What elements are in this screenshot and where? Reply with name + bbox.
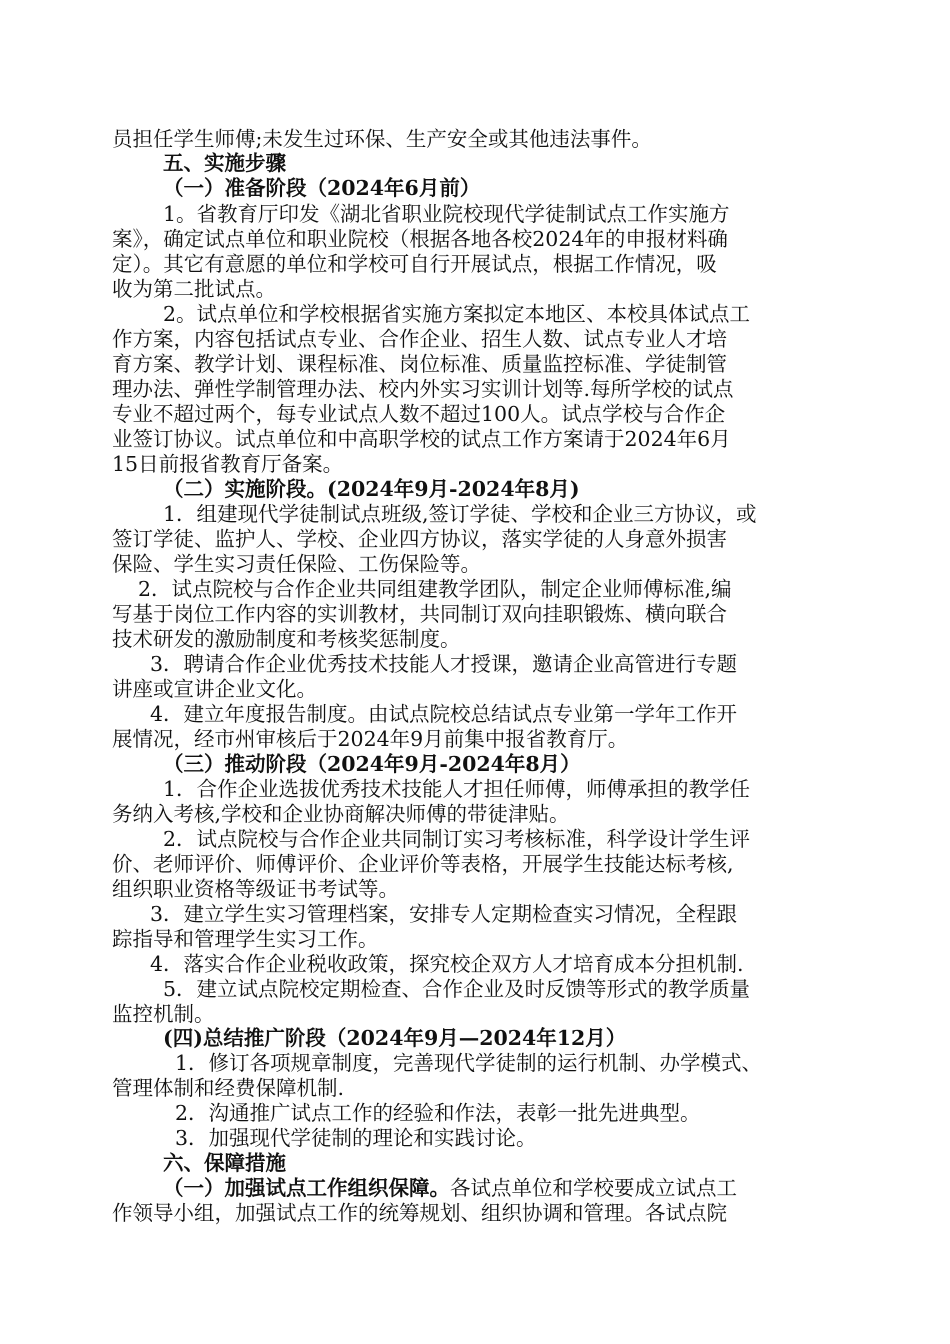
text-line: 案》，确定试点单位和职业院校（根据各地各校2024年的申报材料确 [112, 227, 728, 251]
text-line: 价、老师评价、师傅评价、企业评价等表格，开展学生技能达标考核, [112, 852, 734, 876]
text-line: 专业不超过两个，每专业试点人数不超过100人。试点学校与合作企 [112, 402, 726, 426]
text-line: 定）。其它有意愿的单位和学校可自行开展试点，根据工作情况，吸 [112, 252, 717, 276]
text-line: 讲座或宣讲企业文化。 [112, 677, 317, 701]
text-line: 展情况，经市州审核后于2024年9月前集中报省教育厅。 [112, 727, 629, 751]
text-line: 技术研发的激励制度和考核奖惩制度。 [112, 627, 461, 651]
text-line: 保险、学生实习责任保险、工伤保险等。 [112, 552, 481, 576]
text-run: 各试点单位和学校要成立试点工 [450, 1176, 737, 1200]
text-line: 15日前报省教育厅备案。 [112, 452, 344, 476]
subsection-heading: （二）实施阶段。(2024年9月-2024年8月) [163, 477, 580, 501]
text-line: 3．加强现代学徒制的理论和实践讨论。 [175, 1126, 537, 1150]
text-line: 业签订协议。试点单位和中高职学校的试点工作方案请于2024年6月 [112, 427, 731, 451]
subsection-heading: (四)总结推广阶段（2024年9月—2024年12月） [163, 1026, 627, 1050]
text-line [163, 1175, 737, 1201]
text-line: 5．建立试点院校定期检查、合作企业及时反馈等形式的教学质量 [163, 977, 751, 1001]
text-line: 收为第二批试点。 [112, 277, 276, 301]
section-heading: 五、实施步骤 [163, 151, 286, 175]
text-line: 员担任学生师傅;未发生过环保、生产安全或其他违法事件。 [112, 127, 652, 151]
text-line: 管理体制和经费保障机制. [112, 1076, 345, 1100]
text-line: 3．建立学生实习管理档案，安排专人定期检查实习情况，全程跟 [150, 902, 738, 926]
text-line: 理办法、弹性学制管理办法、校内外实习实训计划等.每所学校的试点 [112, 377, 734, 401]
text-line: 4．建立年度报告制度。由试点院校总结试点专业第一学年工作开 [150, 702, 738, 726]
text-line: 1．合作企业选拔优秀技术技能人才担任师傅，师傅承担的教学任 [163, 777, 751, 801]
text-line: 2．沟通推广试点工作的经验和作法，表彰一批先进典型。 [175, 1101, 701, 1125]
subsection-heading: （一）准备阶段（2024年6月前） [163, 176, 481, 200]
text-line: 1．组建现代学徒制试点班级,签订学徒、学校和企业三方协议，或 [163, 502, 757, 526]
text-line: 务纳入考核,学校和企业协商解决师傅的带徒津贴。 [112, 802, 570, 826]
text-line: 4．落实合作企业税收政策，探究校企双方人才培育成本分担机制. [150, 952, 744, 976]
bold-lead: （一）加强试点工作组织保障。 [163, 1176, 450, 1200]
text-line: 2．试点院校与合作企业共同组建教学团队，制定企业师傅标准,编 [138, 577, 732, 601]
text-line: 1。省教育厅印发《湖北省职业院校现代学徒制试点工作实施方 [163, 202, 730, 226]
text-line: 签订学徒、监护人、学校、企业四方协议，落实学徒的人身意外损害 [112, 527, 727, 551]
text-line: 组织职业资格等级证书考试等。 [112, 877, 399, 901]
subsection-heading: （三）推动阶段（2024年9月-2024年8月） [163, 752, 581, 776]
text-line: 2．试点院校与合作企业共同制订实习考核标准，科学设计学生评 [163, 827, 751, 851]
text-line: 3．聘请合作企业优秀技术技能人才授课，邀请企业高管进行专题 [150, 652, 738, 676]
text-line: 踪指导和管理学生实习工作。 [112, 927, 379, 951]
text-line: 作方案，内容包括试点专业、合作企业、招生人数、试点专业人才培 [112, 327, 727, 351]
text-line: 1．修订各项规章制度，完善现代学徒制的运行机制、办学模式、 [175, 1051, 763, 1075]
text-line: 育方案、教学计划、课程标准、岗位标准、质量监控标准、学徒制管 [112, 352, 727, 376]
text-line: 作领导小组，加强试点工作的统筹规划、组织协调和管理。各试点院 [112, 1201, 727, 1225]
text-line: 2。试点单位和学校根据省实施方案拟定本地区、本校具体试点工 [163, 302, 751, 326]
text-line: 监控机制。 [112, 1002, 215, 1026]
section-heading: 六、保障措施 [163, 1151, 286, 1175]
text-line: 写基于岗位工作内容的实训教材，共同制订双向挂职锻炼、横向联合 [112, 602, 727, 626]
